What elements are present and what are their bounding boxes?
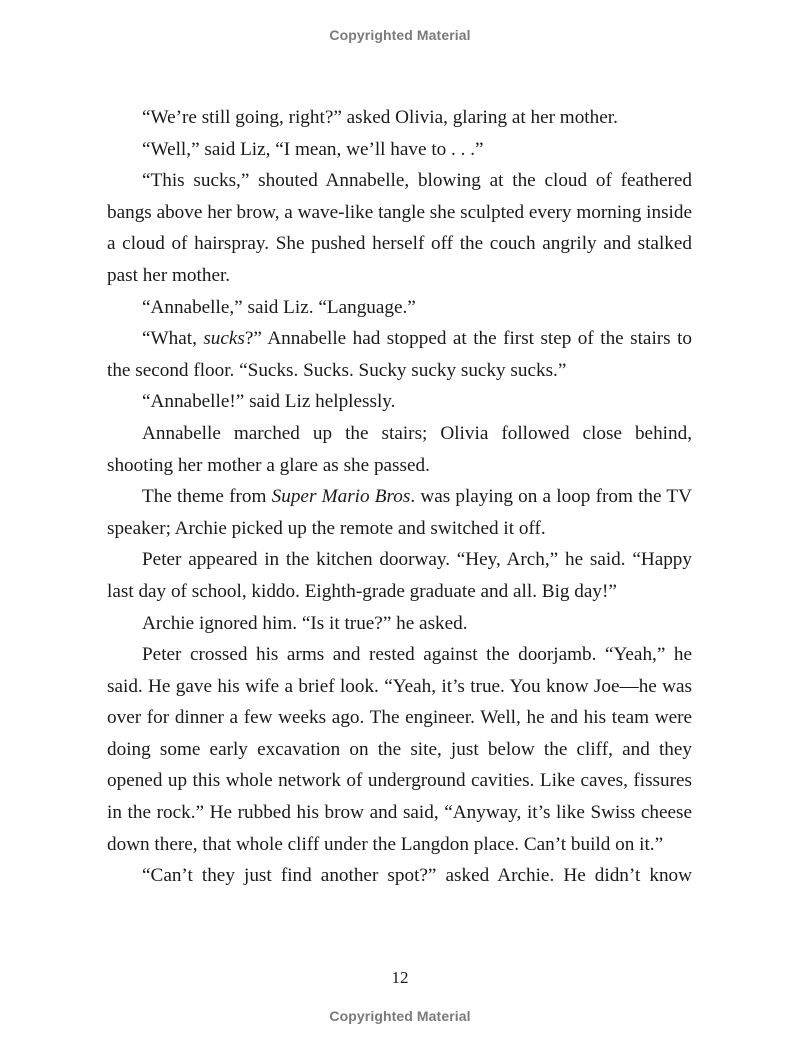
page-body bbox=[107, 102, 692, 892]
copyright-watermark-bottom: Copyrighted Material bbox=[329, 1008, 471, 1024]
paragraph: Peter appeared in the kitchen doorway. “Hey, Arch,” he said. “Happy last day of school, kiddo. Eighth-grade graduate and all. Big day!” bbox=[107, 549, 692, 602]
text-run: The theme from bbox=[142, 486, 272, 508]
italic-run: sucks bbox=[203, 328, 245, 350]
text-run: . was playing on a loop from the TV speaker; Archie picked up the remote and switched it off. bbox=[107, 486, 692, 539]
italic-run: Super Mario Bros bbox=[271, 486, 411, 508]
paragraph bbox=[107, 323, 692, 386]
paragraph bbox=[107, 481, 692, 544]
paragraph: “We’re still going, right?” asked Olivia, glaring at her mother. bbox=[142, 107, 618, 128]
text-run: ?” Annabelle had stopped at the first step of the stairs to the second floor. “Sucks. Sucks. Sucky sucky sucky sucks.” bbox=[107, 328, 693, 381]
text-run: “What, bbox=[142, 328, 204, 350]
paragraph: “Can’t they just find another spot?” asked Archie. He didn’t know bbox=[142, 865, 692, 887]
paragraph: “This sucks,” shouted Annabelle, blowing at the cloud of feathered bangs above her brow, a wave-like tangle she sculpted every morning inside a cloud of hairspray. She pushed herself off the couch angrily and stalked past her mother. bbox=[107, 170, 692, 286]
paragraph: Peter crossed his arms and rested against the doorjamb. “Yeah,” he said. He gave his wife a brief look. “Yeah, it’s true. You know Joe—he was over for dinner a few weeks ago. The engineer. Well, he and his team were doing some early excavation on the site, just below the cliff, and they opened up this whole network of underground cavities. Like caves, fissures in the rock.” He rubbed his brow and said, “Anyway, it’s like Swiss cheese down there, that whole cliff under the Langdon place. Can’t build on it.” bbox=[107, 644, 692, 855]
paragraph: Annabelle marched up the stairs; Olivia followed close behind, shooting her mother a glare as she passed. bbox=[107, 422, 692, 476]
paragraph: “Well,” said Liz, “I mean, we’ll have to . . .” bbox=[142, 138, 484, 160]
paragraph: “Annabelle!” said Liz helplessly. bbox=[142, 391, 396, 413]
copyright-watermark-top: Copyrighted Material bbox=[329, 27, 471, 43]
paragraph: Archie ignored him. “Is it true?” he asked. bbox=[142, 612, 468, 634]
page-number: 12 bbox=[391, 968, 409, 987]
paragraph: “Annabelle,” said Liz. “Language.” bbox=[142, 296, 416, 318]
